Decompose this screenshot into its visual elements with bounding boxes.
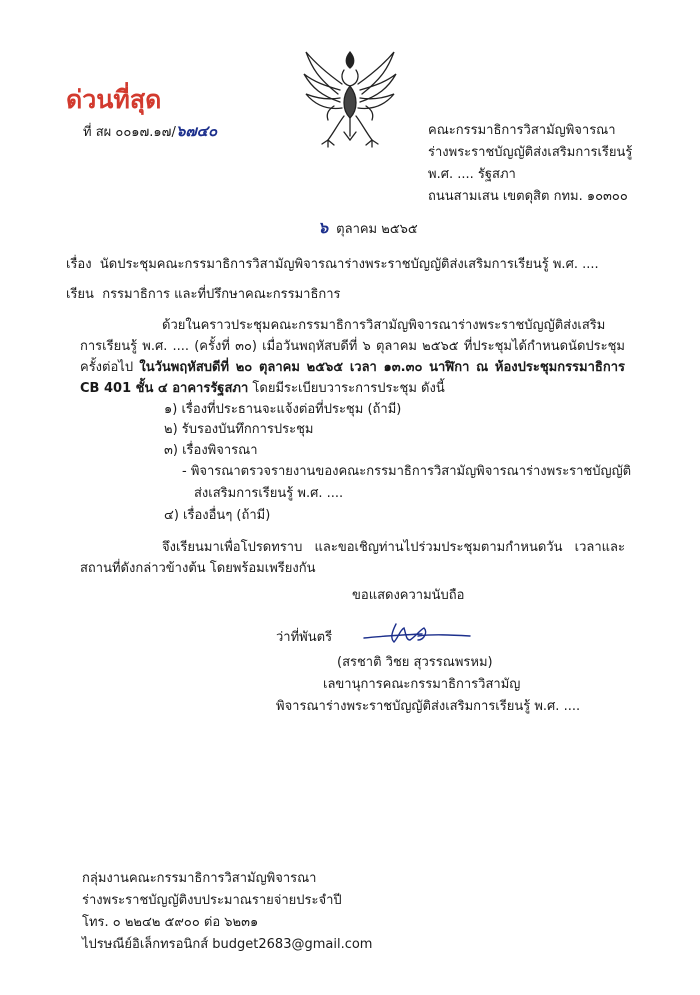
footer-email: ไปรษณีย์อิเล็กทรอนิกส์ budget2683@gmail.com	[82, 937, 373, 952]
letter-date	[318, 218, 418, 240]
footer-office-line-2: ร่างพระราชบัญญัติงบประมาณรายจ่ายประจำปี	[82, 893, 342, 908]
signer-position-line-2: พิจารณาร่างพระราชบัญญัติส่งเสริมการเรียนรู้ พ.ศ. ....	[276, 699, 581, 714]
sender-address-line-1: คณะกรรมาธิการวิสามัญพิจารณา	[428, 123, 616, 138]
agenda-item-1: ๑) เรื่องที่ประธานจะแจ้งต่อที่ประชุม (ถ้ามี)	[164, 402, 402, 417]
recipient-text: กรรมาธิการ และที่ปรึกษาคณะกรรมาธิการ	[102, 287, 341, 302]
sender-address-line-4: ถนนสามเสน เขตดุสิต กทม. ๑๐๓๐๐	[428, 189, 628, 204]
body-paragraph-1	[80, 315, 625, 399]
urgency-stamp: ด่วนที่สุด	[66, 85, 162, 114]
reference-handwritten-number: ๖๗๔๐	[175, 122, 218, 140]
signer-rank: ว่าที่พันตรี	[276, 630, 333, 645]
reference-number	[83, 121, 217, 143]
sender-address-line-3: พ.ศ. .... รัฐสภา	[428, 167, 516, 182]
sender-address-line-2: ร่างพระราชบัญญัติส่งเสริมการเรียนรู้	[428, 145, 633, 160]
agenda-item-2: ๒) รับรองบันทึกการประชุม	[164, 422, 314, 437]
agenda-sub-item-line-2: ส่งเสริมการเรียนรู้ พ.ศ. ....	[194, 486, 344, 501]
agenda-sub-item-line-1: - พิจารณาตรวจรายงานของคณะกรรมาธิการวิสามัญพิจารณาร่างพระราชบัญญัติ	[182, 464, 632, 479]
reference-prefix: ที่ สผ ๐๐๑๗.๑๗/	[83, 125, 176, 140]
body-paragraph-1-tail: โดยมีระเบียบวาระการประชุม ดังนี้	[248, 381, 445, 396]
subject-label: เรื่อง	[66, 257, 92, 272]
signer-position-line-1: เลขานุการคณะกรรมาธิการวิสามัญ	[323, 677, 521, 692]
recipient-label: เรียน	[66, 287, 94, 302]
subject-line	[66, 255, 599, 275]
date-month-year: ตุลาคม ๒๕๖๕	[336, 222, 418, 237]
recipient-line	[66, 285, 341, 305]
signer-name: (สรชาติ วิชย สุวรรณพรหม)	[337, 655, 493, 670]
footer-office-line-1: กลุ่มงานคณะกรรมาธิการวิสามัญพิจารณา	[82, 871, 317, 886]
meeting-details: ในวันพฤหัสบดีที่ ๒๐ ตุลาคม ๒๕๖๕ เวลา ๑๓.๓๐ นาฬิกา ณ ห้องประชุมกรรมาธิการ CB 401 ชั้น ๔ อาคารรัฐสภา	[80, 360, 626, 396]
agenda-item-4: ๔) เรื่องอื่นๆ (ถ้ามี)	[164, 508, 271, 523]
subject-text: นัดประชุมคณะกรรมาธิการวิสามัญพิจารณาร่างพระราชบัญญัติส่งเสริมการเรียนรู้ พ.ศ. ....	[99, 257, 599, 272]
handwritten-signature-icon	[362, 618, 472, 648]
body-paragraph-2	[80, 537, 625, 579]
garuda-emblem-icon	[298, 44, 402, 150]
closing-regards: ขอแสดงความนับถือ	[352, 588, 465, 603]
agenda-item-3: ๓) เรื่องพิจารณา	[164, 443, 258, 458]
footer-phone: โทร. ๐ ๒๒๔๒ ๕๙๐๐ ต่อ ๖๒๓๑	[82, 915, 259, 930]
body-paragraph-2-text: จึงเรียนมาเพื่อโปรดทราบ และขอเชิญท่านไปร่วมประชุมตามกำหนดวัน เวลาและสถานที่ดังกล่าวข้างต้น โดยพร้อมเพรียงกัน	[80, 540, 625, 576]
body-paragraph-1-text: ด้วยในคราวประชุมคณะกรรมาธิการวิสามัญพิจารณาร่างพระราชบัญญัติส่งเสริมการเรียนรู้ พ.ศ. .... (ครั้งที่ ๓๐) เมื่อวันพฤหัสบดีที่ ๖ ตุลาคม ๒๕๖๕ ที่ประชุมได้กำหนดนัดประชุมครั้งต่อไป	[80, 318, 625, 375]
date-handwritten-day: ๖	[318, 218, 329, 237]
